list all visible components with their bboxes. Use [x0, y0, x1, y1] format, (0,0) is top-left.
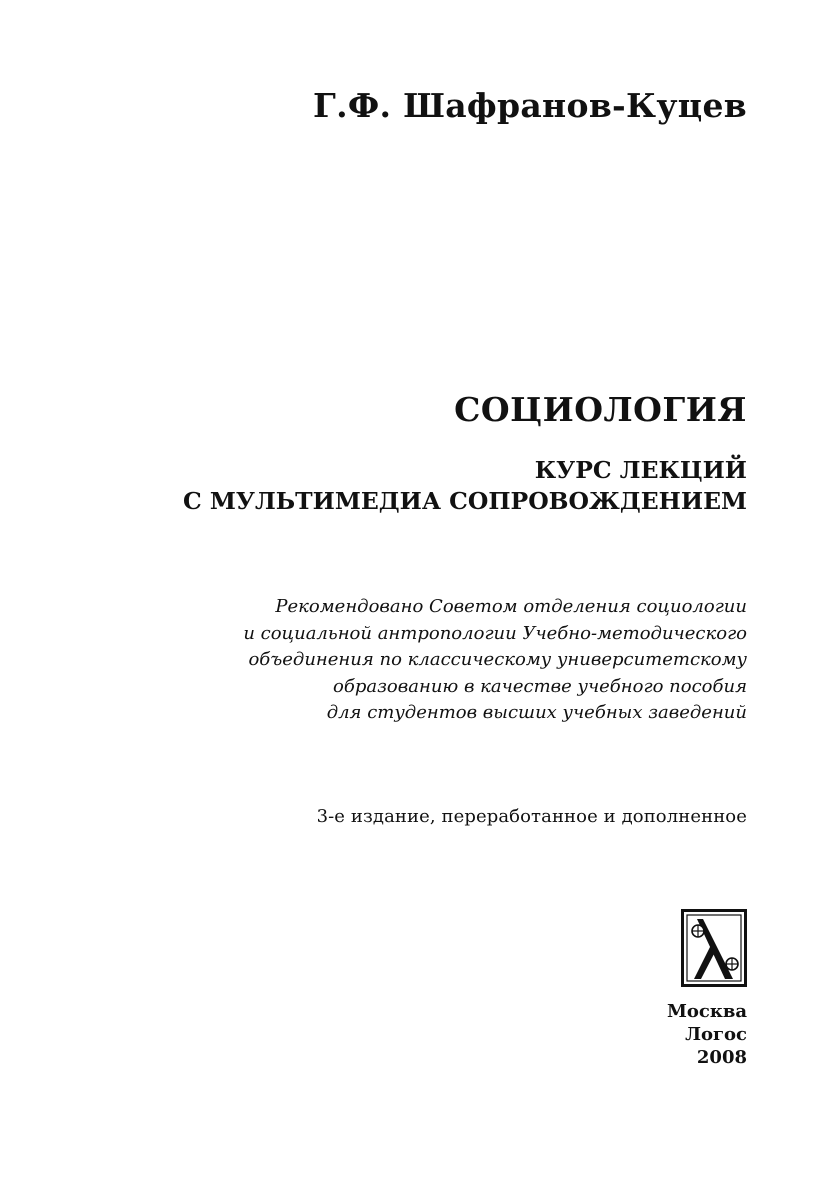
recommendation-line: образованию в качестве учебного пособия — [333, 675, 747, 697]
recommendation-line: для студентов высших учебных заведений — [326, 702, 747, 723]
imprint-city: Москва — [666, 1001, 747, 1022]
subtitle-line: С МУЛЬТИМЕДИА СОПРОВОЖДЕНИЕМ — [183, 487, 747, 515]
recommendation-line: объединения по классическому университетскому — [248, 649, 747, 670]
book-title: СОЦИОЛОГИЯ — [454, 390, 747, 429]
imprint-year: 2008 — [696, 1047, 747, 1068]
recommendation-line: Рекомендовано Советом отделения социологии — [275, 596, 747, 617]
author-name: Г.Ф. Шафранов-Куцев — [313, 86, 747, 125]
logos-lambda-icon — [681, 909, 747, 987]
subtitle-line: КУРС ЛЕКЦИЙ — [534, 456, 747, 484]
imprint — [667, 1000, 747, 1069]
recommendation-text — [243, 594, 747, 727]
recommendation-line: и социальной антропологии Учебно-методического — [243, 622, 747, 644]
imprint-publisher: Логос — [685, 1024, 747, 1045]
book-subtitle — [183, 455, 747, 517]
edition-note: 3-е издание, переработанное и дополненное — [316, 806, 747, 827]
